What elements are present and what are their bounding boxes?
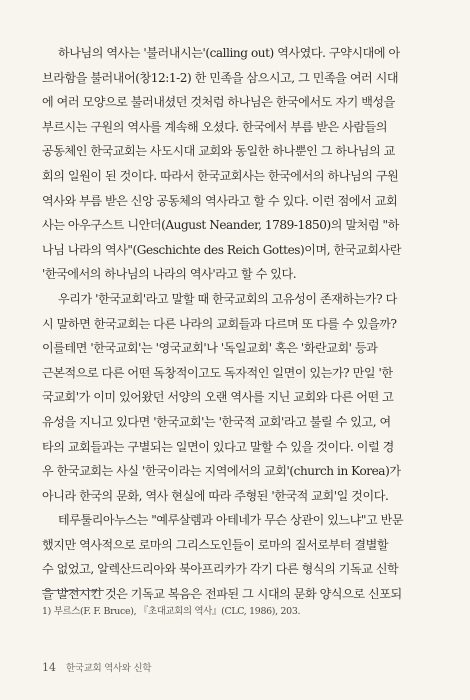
text-line: 브라함을 불러내어(창12:1-2) 한 민족을 삼으시고, 그 민족을 여러 시대 [42,70,399,85]
text-line: 수 없었고, 알렉산드리아와 북아프리카가 각기 다른 형식의 기독교 신학 [42,562,399,577]
running-footer [42,660,151,676]
text-line: 에 여러 모양으로 불러내셨던 것처럼 하나님은 한국에서도 자기 백성을 [42,95,395,110]
text-line: 우리가 '한국교회'라고 말할 때 한국교회의 고유성이 존재하는가? 다 [58,291,397,306]
text-line: 역사와 부름 받은 신앙 공동체의 역사라고 할 수 있다. 이런 점에서 교회 [42,193,398,208]
text-line: 나님 나라의 역사"(Geschichte des Reich Gottes)이며, 한국교회사란 [42,242,401,257]
text-line: '한국에서의 하나님의 나라의 역사'라고 할 수 있다. [42,267,297,282]
text-line: 했지만 역사적으로 로마의 그리스도인들이 로마의 질서로부터 결별할 [42,537,389,552]
text-line: 아니라 한국의 문화, 역사 현실에 따라 주형된 '한국적 교회'일 것이다. [42,488,389,503]
text-line: 회의 일원이 된 것이다. 따라서 한국교회사는 한국에서의 하나님의 구원 [42,168,399,183]
text-line: 근본적으로 다른 어떤 독창적이고도 독자적인 일면이 있는가? 만일 '한 [42,365,393,380]
running-title: 한국교회 역사와 신학 [66,663,152,674]
footnote: 1) 부르스(F. F. Bruce), 『초대교회의 역사』(CLC, 1986), 203. [42,606,301,617]
text-line: 이를테면 '한국교회'는 '영국교회'나 '독일교회' 혹은 '화란교회' 등과 [42,341,378,356]
text-line: 타의 교회들과는 구별되는 일면이 있다고 말할 수 있을 것이다. 이럴 경 [42,439,394,454]
text-line: 공동체인 한국교회는 사도시대 교회와 동일한 하나뿐인 그 하나님의 교 [42,144,395,159]
text-line: 시 말하면 한국교회는 다른 나라의 교회들과 다르며 또 다를 수 있을까? [42,316,397,331]
text-line: 유성을 지니고 있다면 '한국교회'는 '한국적 교회'라고 불릴 수 있고, 여 [42,414,391,429]
text-line: 테루툴리아누스는 "예루살렘과 아테네가 무슨 상관이 있느냐"고 반문 [58,513,404,528]
text-line: 우 한국교회는 사실 '한국이라는 지역에서의 교회'(church in Korea)가 [42,464,401,479]
text-line: 사는 아우구스트 니안더(August Neander, 1789-1850)의 말처럼 "하 [42,218,399,233]
text-line: 부르시는 구원의 역사를 계속해 오셨다. 한국에서 부름 받은 사람들의 [42,119,388,134]
text-line: 하나님의 역사는 '불러내시는'(calling out) 역사였다. 구약시대에 아 [58,46,400,60]
page-number: 14 [42,661,56,674]
text-line: 국교회'가 이미 있어왔던 서양의 오랜 역사를 지닌 교회와 다른 어떤 고 [42,390,394,405]
footnote-divider [42,590,104,591]
body-text [42,41,436,607]
text-line: 을 발전시킨 것은 기독교 복음은 전파된 그 시대의 문화 양식으로 신포되 [42,587,402,602]
